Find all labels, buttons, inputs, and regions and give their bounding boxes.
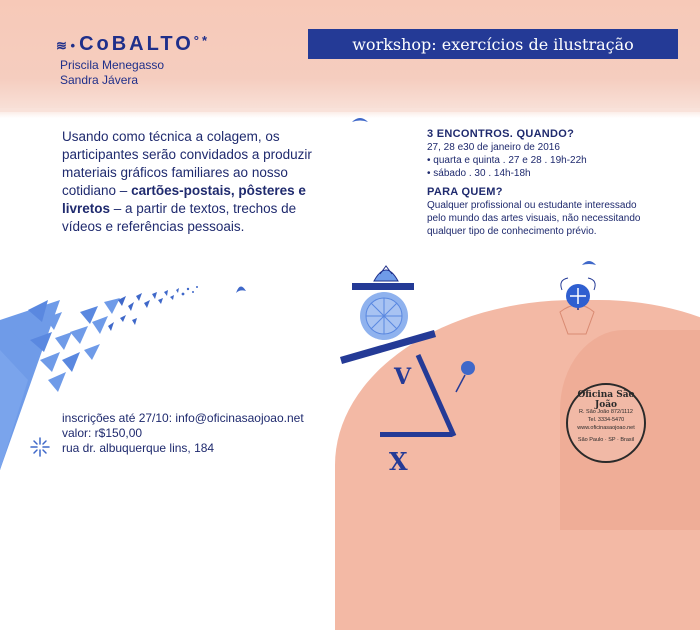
who-heading: PARA QUEM? <box>427 186 503 198</box>
diagonal-stick <box>418 355 454 436</box>
author-name: Sandra Jávera <box>60 73 139 87</box>
poppy-icon <box>456 361 475 392</box>
logo-text: CoBALTO <box>79 33 194 55</box>
sprout-icon <box>236 286 246 293</box>
intro-bold: cartões-postais, pôsteres e livretos <box>62 183 306 216</box>
when-line-2: • sábado . 30 . 14h-18h <box>427 168 531 179</box>
when-dates: 27, 28 e30 de janeiro de 2016 <box>427 142 560 153</box>
stamp-line: www.oficinasaojoao.net <box>577 425 635 431</box>
intro-text-2: – a partir de textos, trechos de vídeos e referências pessoais. <box>62 201 297 234</box>
when-heading: 3 ENCONTROS. QUANDO? <box>427 128 575 140</box>
stamp-line: São Paulo · SP · Brasil <box>577 437 635 443</box>
totem-plank-bottom <box>380 432 452 437</box>
totem-plank-top <box>352 283 414 290</box>
oficina-sao-joao-stamp <box>566 383 646 463</box>
shell-flower-icon <box>374 266 398 281</box>
intro-text-1: Usando como técnica a colagem, os participantes serão convidados a produzir materiais gráficos familiares ao nosso cotidiano – <box>62 129 312 198</box>
workshop-title: workshop: exercícios de ilustração <box>352 34 634 54</box>
triangle-cluster-icon <box>0 298 120 470</box>
registration-line: inscrições até 27/10: info@oficinasaojoao.net <box>62 411 304 425</box>
address-line: rua dr. albuquerque lins, 184 <box>62 441 215 455</box>
leaf-accent-icon <box>582 261 596 265</box>
logo-waves-icon: ≋ • <box>56 38 76 53</box>
stamp-line: R. São João 872/1112 <box>579 409 633 415</box>
starburst-icon <box>31 438 49 456</box>
leaf-mark-icon <box>352 118 368 122</box>
patterned-circle-icon <box>360 292 408 340</box>
blue-dots-trail <box>108 286 198 331</box>
author-name: Priscila Menegasso <box>60 58 165 72</box>
letter-v: V <box>394 364 412 390</box>
stamp-title: Oficina São João <box>577 390 635 410</box>
potted-plant-icon <box>560 278 595 334</box>
logo-star-icon: °* <box>193 33 211 48</box>
stamp-line: Tel. 3334-5470 <box>587 417 625 423</box>
who-text: Qualquer profissional ou estudante interessado pelo mundo das artes visuais, não necessitando qualquer tipo de conhecimento prévio. <box>427 200 641 237</box>
when-line-1: • quarta e quinta . 27 e 28 . 19h-22h <box>427 155 587 166</box>
price-line: valor: r$150,00 <box>62 426 143 440</box>
letter-x: X <box>389 447 408 476</box>
